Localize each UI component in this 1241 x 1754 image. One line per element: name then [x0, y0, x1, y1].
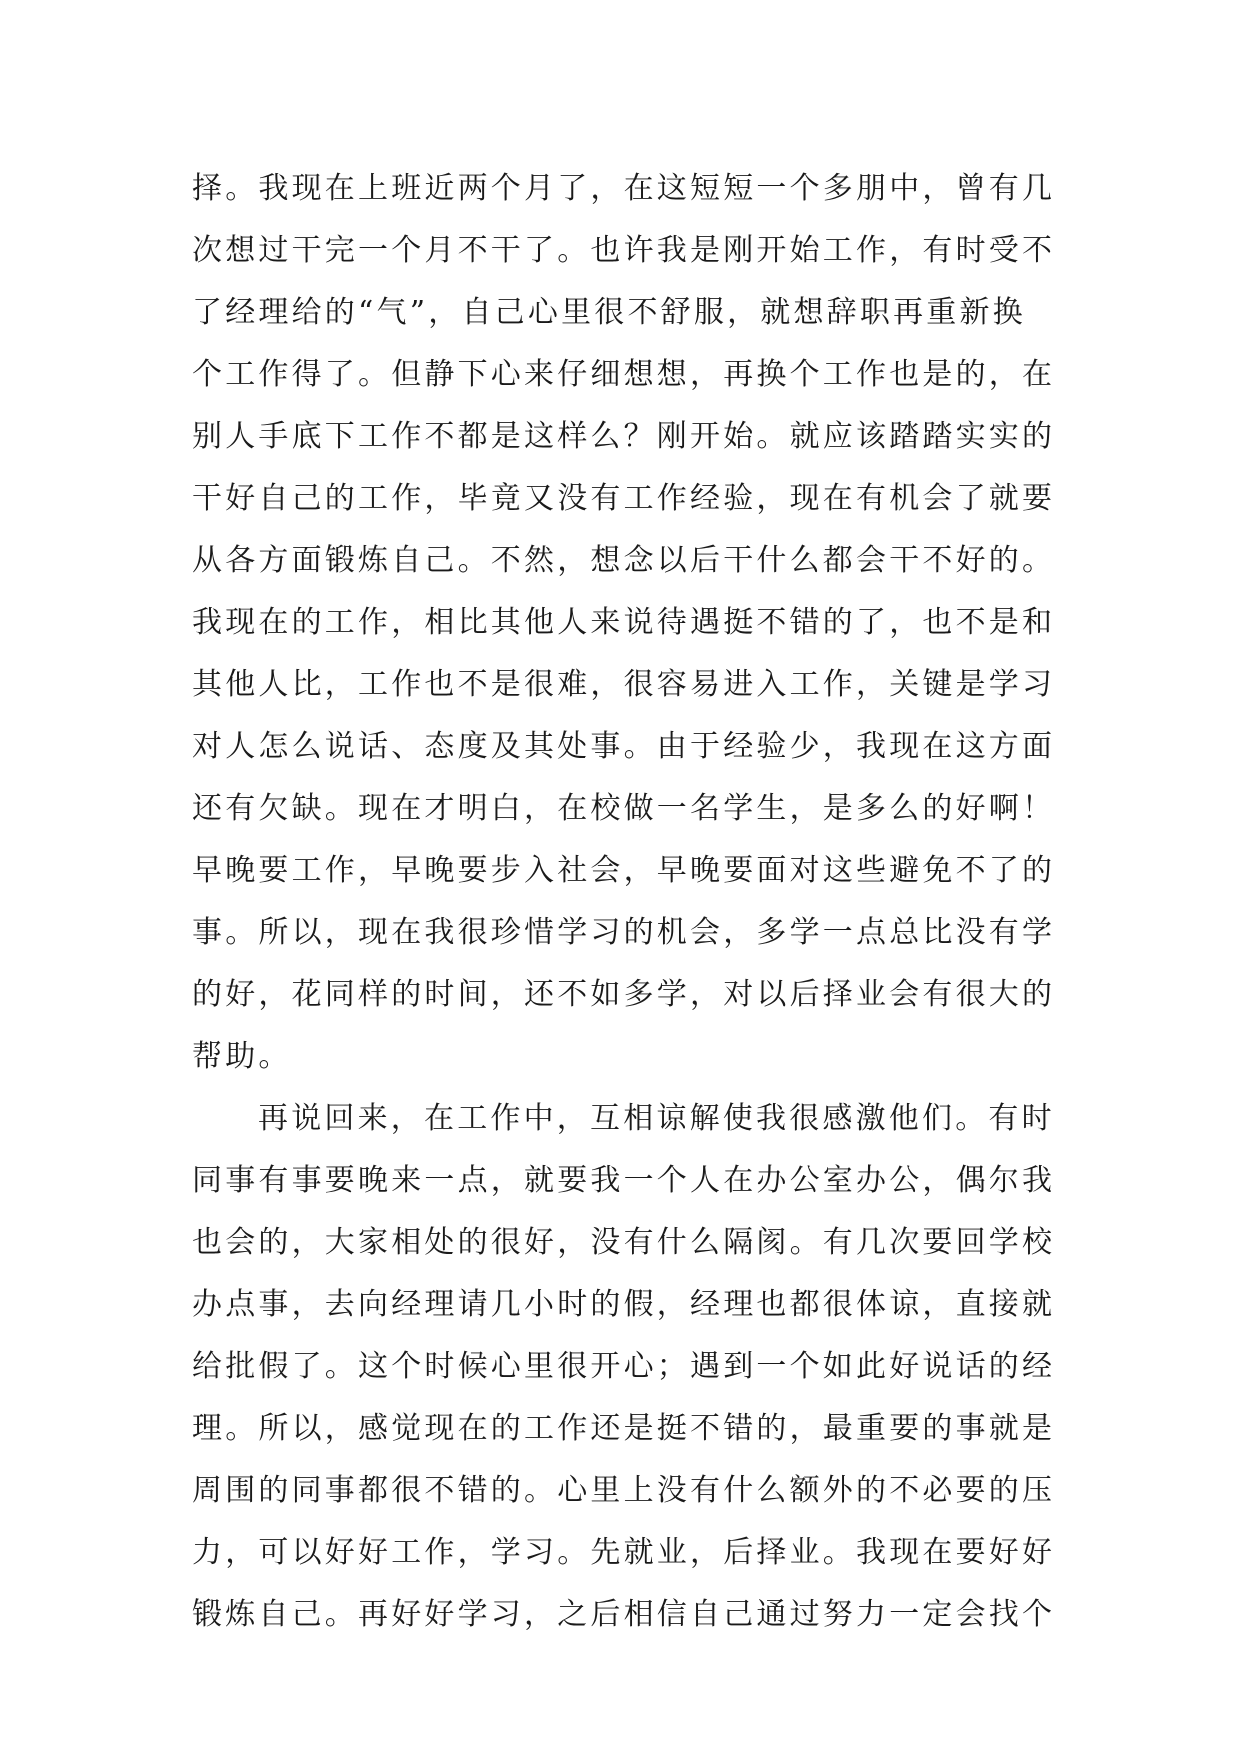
text-line: 对人怎么说话、态度及其处事。由于经验少，我现在这方面 [192, 729, 1056, 764]
text-line: 同事有事要晚来一点，就要我一个人在办公室办公，偶尔我 [192, 1163, 1056, 1198]
text-line: 的好，花同样的时间，还不如多学，对以后择业会有很大的 [192, 977, 1056, 1012]
document-body [192, 158, 1072, 1646]
text-line: 别人手底下工作不都是这样么？刚开始。就应该踏踏实实的 [192, 419, 1056, 454]
text-line: 锻炼自己。再好好学习，之后相信自己通过努力一定会找个 [192, 1597, 1056, 1632]
text-line: 事。所以，现在我很珍惜学习的机会，多学一点总比没有学 [192, 915, 1056, 950]
text-line: 周围的同事都很不错的。心里上没有什么额外的不必要的压 [192, 1473, 1056, 1508]
text-line: 理。所以，感觉现在的工作还是挺不错的，最重要的事就是 [192, 1411, 1056, 1446]
text-line: 从各方面锻炼自己。不然，想念以后干什么都会干不好的。 [192, 543, 1056, 578]
text-line: 择。我现在上班近两个月了，在这短短一个多朋中，曾有几 [192, 171, 1056, 206]
text-line-indented: 再说回来，在工作中，互相谅解使我很感激他们。有时 [258, 1101, 1055, 1136]
text-line: 早晚要工作，早晚要步入社会，早晚要面对这些避免不了的 [192, 853, 1056, 888]
text-line: 我现在的工作，相比其他人来说待遇挺不错的了，也不是和 [192, 605, 1056, 640]
text-line: 其他人比，工作也不是很难，很容易进入工作，关键是学习 [192, 667, 1056, 702]
text-line: 个工作得了。但静下心来仔细想想，再换个工作也是的，在 [192, 357, 1056, 392]
text-line: 次想过干完一个月不干了。也许我是刚开始工作，有时受不 [192, 233, 1056, 268]
text-line: 还有欠缺。现在才明白，在校做一名学生，是多么的好啊！ [192, 791, 1056, 826]
paragraph-2 [192, 1088, 1072, 1646]
text-line: 力，可以好好工作，学习。先就业，后择业。我现在要好好 [192, 1535, 1056, 1570]
paragraph-1 [192, 158, 1072, 1088]
text-line: 干好自己的工作，毕竟又没有工作经验，现在有机会了就要 [192, 481, 1056, 516]
text-line: 也会的，大家相处的很好，没有什么隔阂。有几次要回学校 [192, 1225, 1056, 1260]
text-line: 办点事，去向经理请几小时的假，经理也都很体谅，直接就 [192, 1287, 1056, 1322]
text-line: 帮助。 [192, 1039, 292, 1074]
text-line: 给批假了。这个时候心里很开心；遇到一个如此好说话的经 [192, 1349, 1056, 1384]
text-line: 了经理给的“气”，自己心里很不舒服，就想辞职再重新换 [192, 295, 1026, 330]
